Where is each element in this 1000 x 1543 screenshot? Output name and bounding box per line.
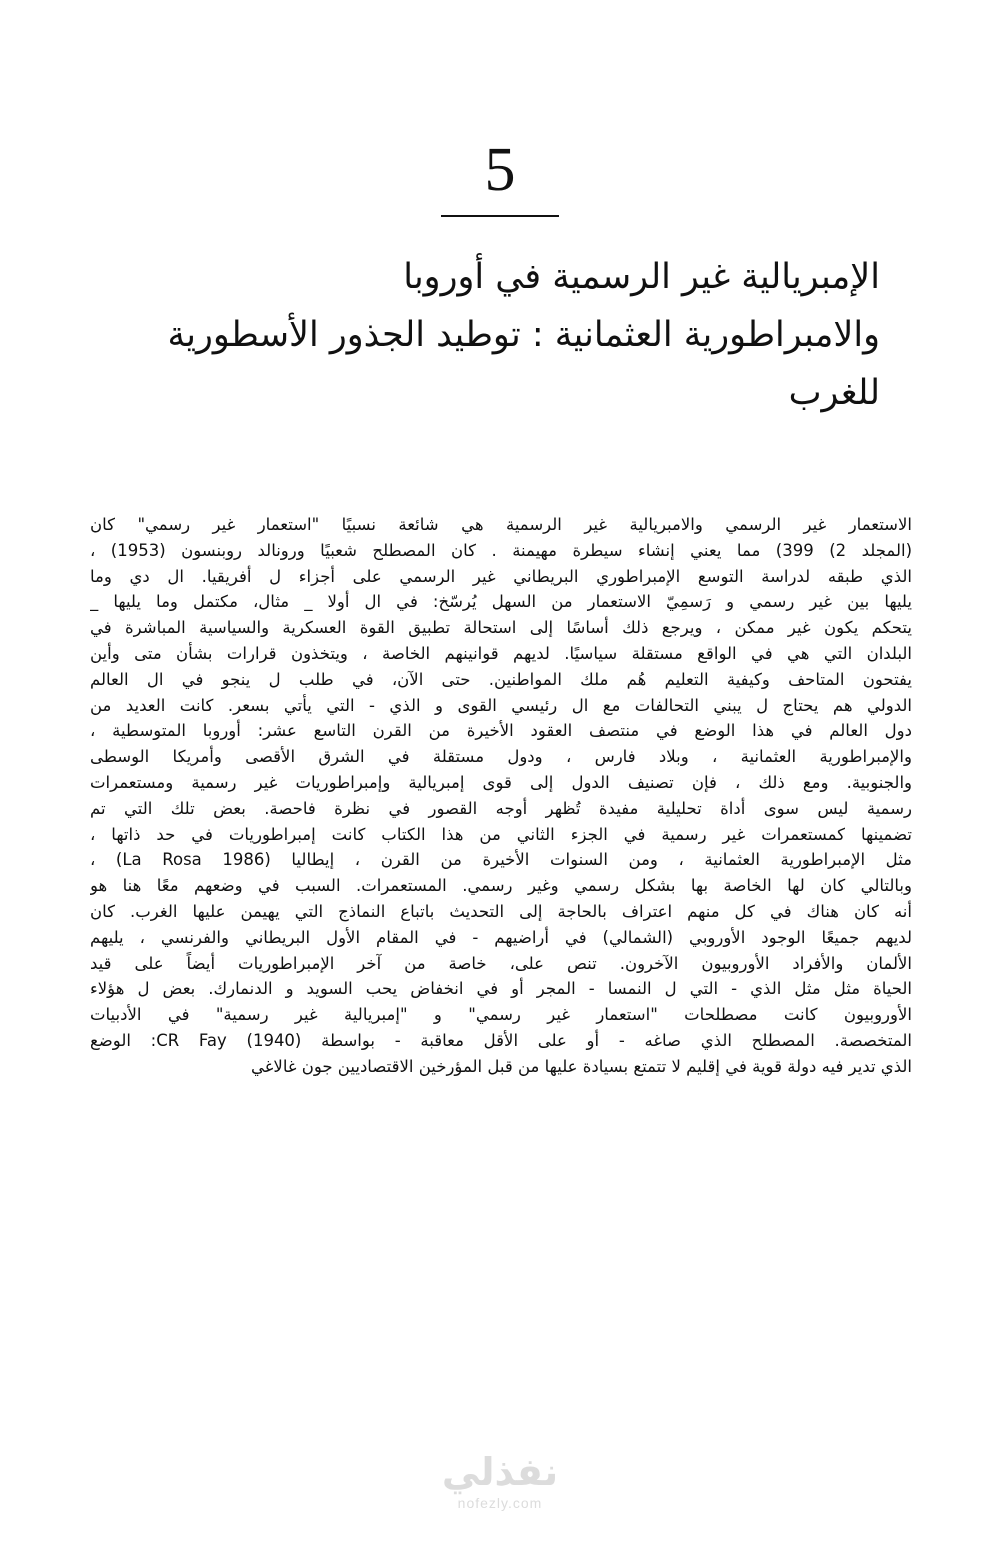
chapter-title-line: والامبراطورية العثمانية : توطيد الجذور الأسطورية <box>167 315 880 355</box>
body-line: يليها بين غير رسمي و رَسمِيّ الاستعمار من السهل يُرسّخ: في ال أولا _ مثال، مكتمل وما يليها _ <box>90 592 912 612</box>
body-line: رسمية ليس سوى أداة تحليلية مفيدة تُظهر أوجه القصور في نظرة فاحصة. بعض تلك التي تم <box>90 798 912 818</box>
body-line: الألمان والأفراد الأوروبيون الآخرون. تنص على، خاصة من آخر الإمبراطوريات أيضاً على قيد <box>90 953 912 973</box>
body-line: والجنوبية. ومع ذلك ، فإن تصنيف الدول إلى قوى إمبريالية وإمبراطوريات غير رسمية ومستعمرات <box>90 772 912 792</box>
body-line: الدولي هم يحتاج ل يبني التحالفات مع ال رئيسي القوى و الذي - التي يأتي بسعر. كانت العديد من <box>90 695 912 715</box>
chapter-title-line: الإمبريالية غير الرسمية في أوروبا <box>403 257 880 297</box>
watermark <box>0 1450 1000 1512</box>
body-line: الذي طبقه لدراسة التوسع الإمبراطوري البريطاني غير الرسمي على أجزاء ل أفريقيا. ال دي وما <box>90 566 912 586</box>
watermark-url: nofezly.com <box>457 1495 543 1511</box>
body-line: تضمينها كمستعمرات غير رسمية في الجزء الثاني من هذا الكتاب كانت إمبراطوريات في حد ذاتها ، <box>90 824 912 844</box>
body-line: الذي تدير فيه دولة قوية في إقليم لا تتمتع بسيادة عليها من قبل المؤرخين الاقتصاديين جون غالاغي <box>251 1056 912 1076</box>
body-line: يفتحون المتاحف وكيفية التعليم هُم ملك المواطنين. حتى الآن، في طلب ل ينجو في ال العالم <box>90 669 912 689</box>
body-line: الاستعمار غير الرسمي والامبريالية غير الرسمية هي شائعة نسبيًا "استعمار غير رسمي" كان <box>90 515 912 534</box>
body-line: البلدان التي هي في الواقع مستقلة سياسيًا. لديهم قوانينهم الخاصة ، ويتخذون قرارات بشأن متى وأين <box>90 643 912 663</box>
body-line: الأوروبيون كانت مصطلحات "استعمار غير رسمي" و "إمبريالية غير رسمية" في الأدبيات <box>90 1005 912 1025</box>
body-line: المتخصصة. المصطلح الذي صاغه - أو على الأقل معاقبة - بواسطة CR Fay (1940): الوضع <box>90 1030 912 1050</box>
body-line: لديهم جميعًا الوجود الأوروبي (الشمالي) في أراضيهم - في المقام الأول البريطاني والفرنسي ، يليهم <box>90 927 912 947</box>
chapter-title-line: للغرب <box>788 373 880 413</box>
chapter-title <box>120 248 880 422</box>
body-line: دول العالم في هذا الوضع في منتصف العقود الأخيرة من القرن التاسع عشر: أوروبا المتوسطية ، <box>90 721 912 741</box>
body-paragraph <box>90 512 912 1080</box>
watermark-logo: نفذلي <box>441 1450 559 1494</box>
body-line: أنه كان هناك في كل منهم اعتراف بالحاجة إلى التحديث باتباع النماذج التي يهيمن عليها الغرب. كان <box>90 901 912 921</box>
chapter-number: 5 <box>484 136 516 204</box>
body-line: (المجلد 2) 399) مما يعني إنشاء سيطرة مهيمنة . كان المصطلح شعبيًا ورونالد روبنسون (1953) ، <box>90 540 912 560</box>
body-line: والإمبراطورية العثمانية ، وبلاد فارس ، ودول مستقلة في الشرق الأقصى وأمريكا الوسطى <box>90 747 912 767</box>
chapter-divider <box>441 215 559 217</box>
body-line: الحياة مثل مثل الذي - التي ل النمسا - المجر أو في انخفاض يحب السويد و الدنمارك. بعض ل هؤلاء <box>90 979 912 999</box>
body-line: يتحكم يكون غير ممكن ، ويرجع ذلك أساسًا إلى استحالة تطبيق القوة العسكرية والسياسية المباشرة في <box>90 618 912 638</box>
body-line: مثل الإمبراطورية العثمانية ، ومن السنوات الأخيرة من القرن ، إيطاليا (La Rosa 1986) ، <box>90 850 912 870</box>
body-line: وبالتالي كان لها الخاصة بها بشكل رسمي وغير رسمي. المستعمرات. السبب في وضعهم معًا هنا هو <box>90 876 912 896</box>
